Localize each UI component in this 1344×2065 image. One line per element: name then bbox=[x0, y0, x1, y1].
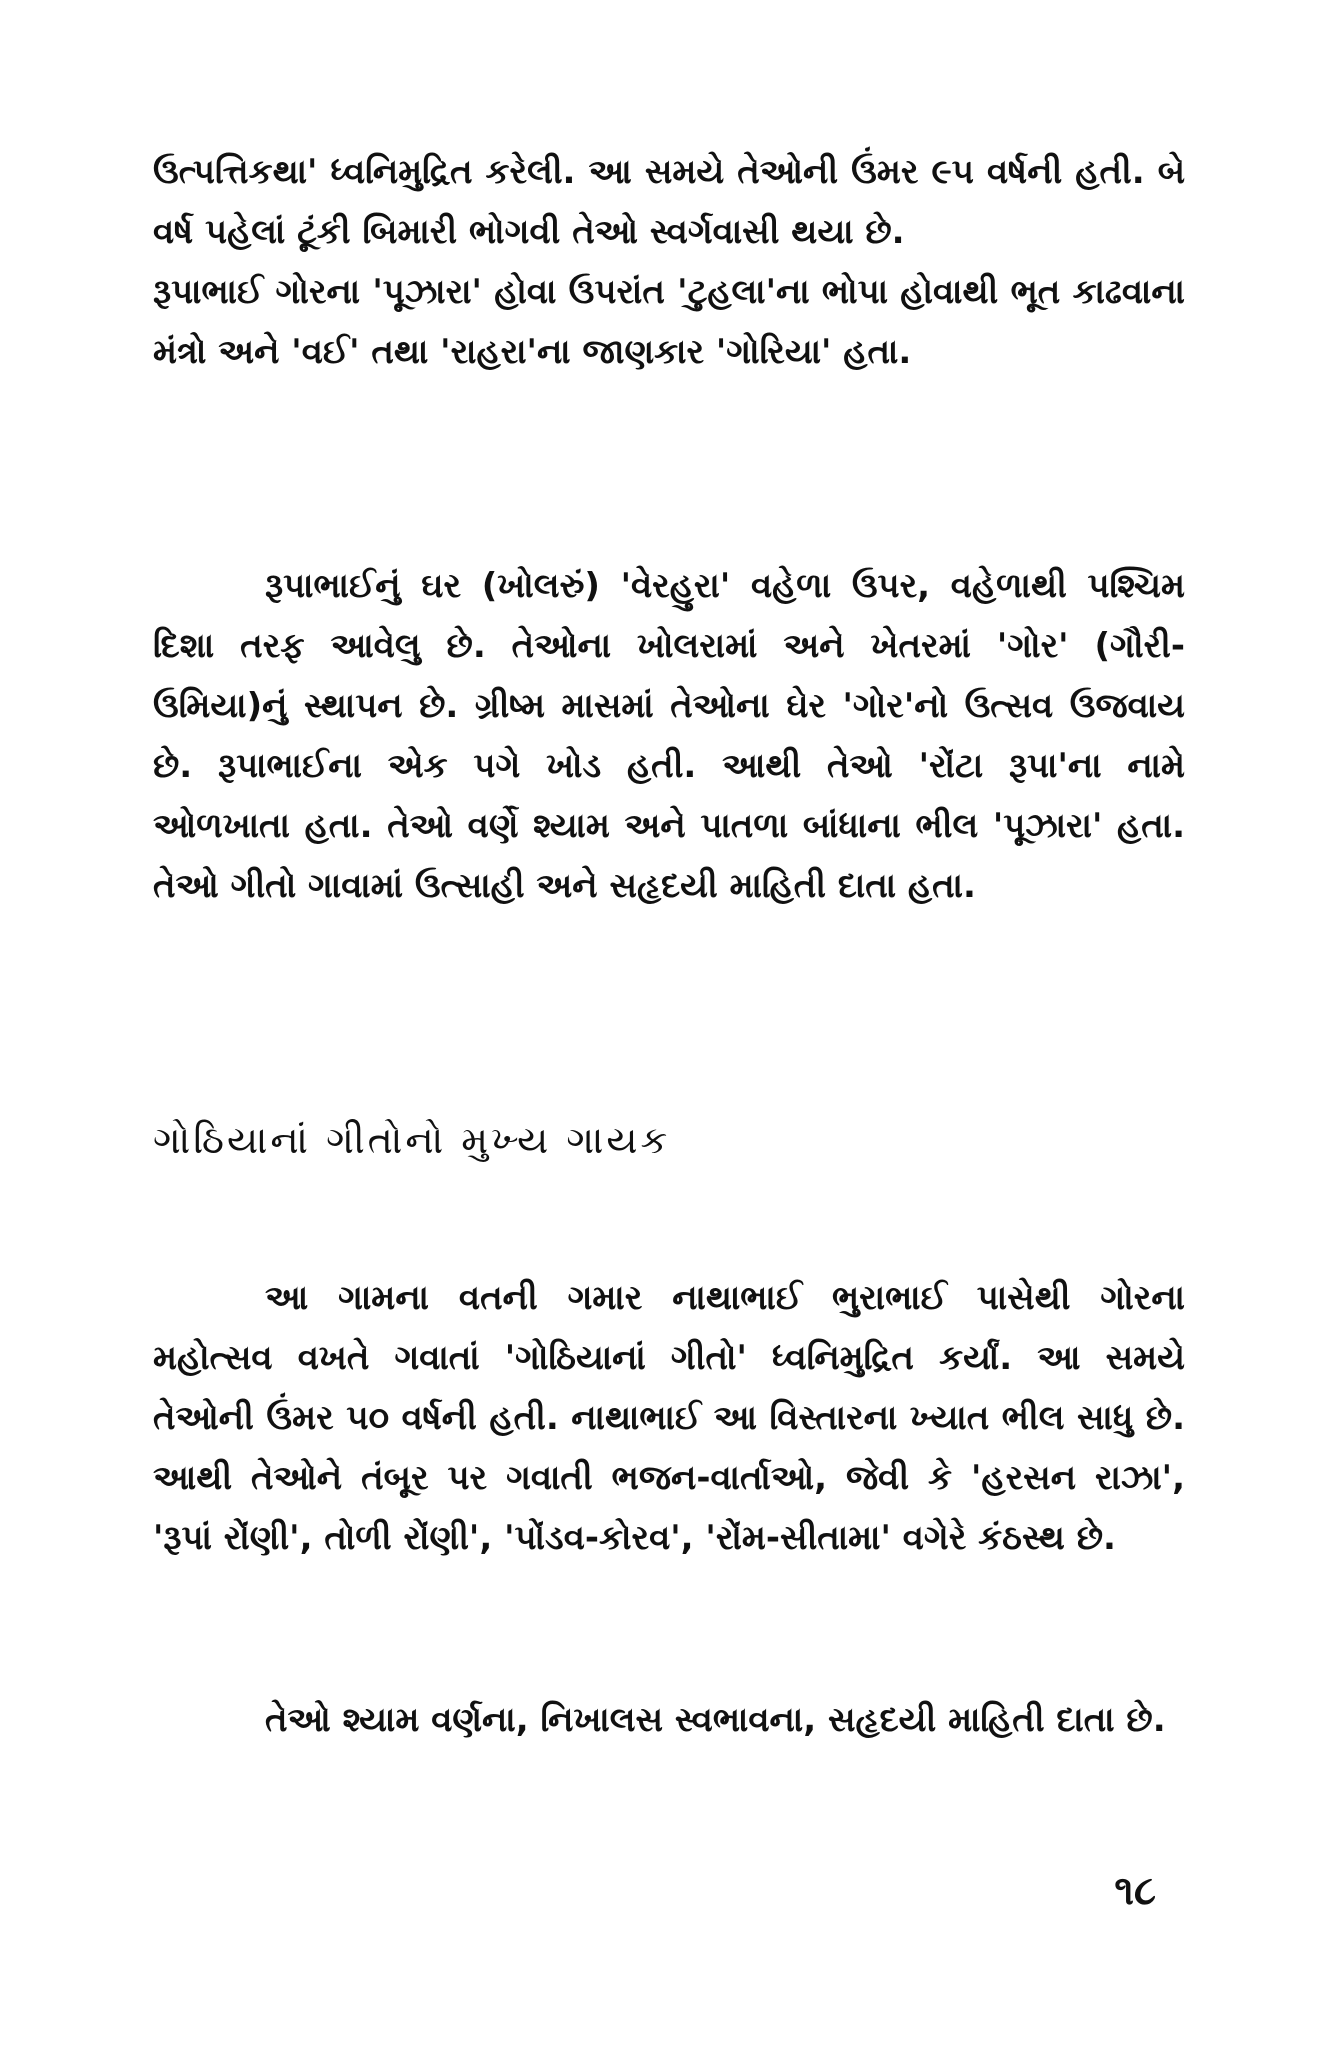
paragraph-rupabhai-home: રૂપાભાઈનું ઘર (ખોલરું) 'વેરહુરા' વહેળા ઉપર, વહેળાથી પશ્ચિમ દિશા તરફ આવેલુ છે. તેઓના ખોલરામાં અને ખેતરમાં 'ગોર' (ગૌરી-ઉમિયા)નું સ્થાપન છે. ગ્રીષ્મ માસમાં તેઓના ઘેર 'ગોર'નો ઉત્સવ ઉજવાય છે. રૂપાભાઈના એક પગે ખોડ હતી. આથી તેઓ 'રોંટા રૂપા'ના નામે ઓળખાતા હતા. તેઓ વર્ણે શ્યામ અને પાતળા બાંધાના ભીલ 'પૂઝારા' હતા. તેઓ ગીતો ગાવામાં ઉત્સાહી અને સહૃદયી માહિતી દાતા હતા. bbox=[153, 566, 1185, 906]
section-heading: ગોઠિયાનાં ગીતોનો મુખ્ય ગાયક bbox=[153, 1118, 671, 1162]
paragraph-nathabhai: આ ગામના વતની ગમાર નાથાભાઈ ભુરાભાઈ પાસેથી ગોરના મહોત્સવ વખતે ગવાતાં 'ગોઠિયાનાં ગીતો' ધ્વનિમુદ્રિત કર્યાં. આ સમયે તેઓની ઉંમર ૫૦ વર્ષની હતી. નાથાભાઈ આ વિસ્તારના ખ્યાત ભીલ સાધુ છે. આથી તેઓને તંબૂર પર ગવાતી ભજન-વાર્તાઓ, જેવી કે 'હરસન રાઝા', 'રૂપાં રોંણી', તોળી રોંણી', 'પોંડવ-કોરવ', 'રોંમ-સીતામા' વગેરે કંઠસ્થ છે. bbox=[153, 1278, 1185, 1558]
paragraph-origin-story-continuation: ઉત્પત્તિકથા' ધ્વનિમુદ્રિત કરેલી. આ સમયે તેઓની ઉંમર ૯૫ વર્ષની હતી. બે વર્ષ પહેલાં ટૂંકી બિમારી ભોગવી તેઓ સ્વર્ગવાસી થયા છે. રૂપાભાઈ ગોરના 'પૂઝારા' હોવા ઉપરાંત 'ટુહલા'ના ભોપા હોવાથી ભૂત કાઢવાના મંત્રો અને 'વઈ' તથા 'રાહરા'ના જાણકાર 'ગોરિયા' હતા. bbox=[153, 152, 1185, 372]
page-number: ૧૮ bbox=[1114, 1868, 1156, 1914]
paragraph-nathabhai-nature: તેઓ શ્યામ વર્ણના, નિખાલસ સ્વભાવના, સહૃદયી માહિતી દાતા છે. bbox=[265, 1700, 1166, 1740]
